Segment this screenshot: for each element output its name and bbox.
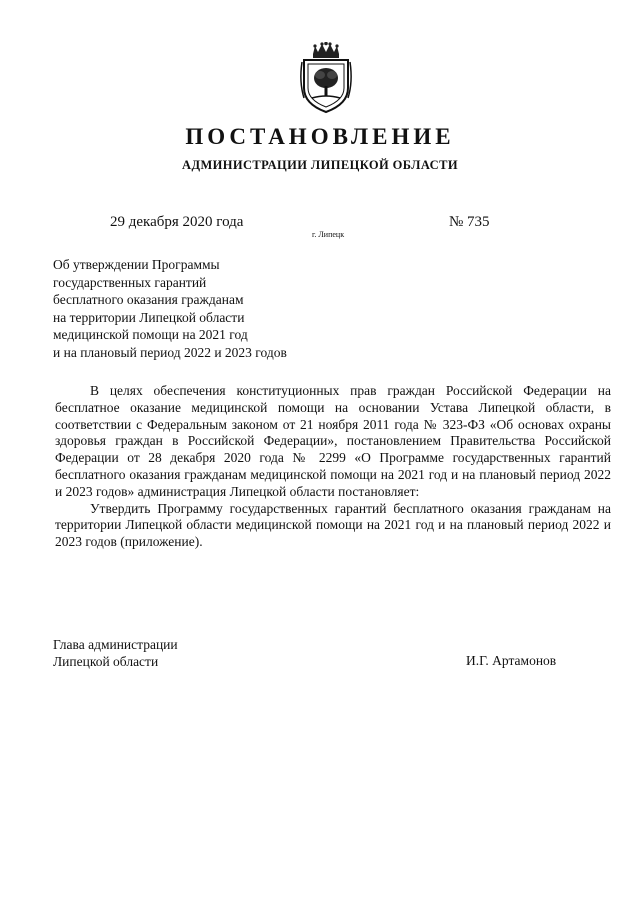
signatory-position-line: Липецкой области [53, 654, 159, 669]
subject-line: и на плановый период 2022 и 2023 годов [53, 344, 287, 360]
subject-line: бесплатного оказания гражданам [53, 292, 244, 307]
body-paragraph: В целях обеспечения конституционных прав граждан Российской Федерации на бесплатное оказание медицинской помощи на основании Устава Липецкой области, в соответствии с Федеральным законом от 21 ноября 2011 года № 323-ФЗ «Об основах охраны здоровья граждан в Российской Федерации», постановлением Правительства Российской Федерации от 28 декабря 2020 года № 2299 «О Программе государственных гарантий бесплатного оказания гражданам медицинской помощи на 2021 год и на плановый период 2022 и 2023 годов» администрация Липецкой области постановляет: [55, 383, 611, 499]
subject-line: Об утверждении Программы [53, 257, 220, 272]
signatory-position [53, 636, 178, 670]
document-subject [53, 256, 353, 361]
body-paragraph: Утвердить Программу государственных гарантий бесплатного оказания гражданам на территории Липецкой области медицинской помощи на 2021 год и на плановый период 2022 и 2023 годов (приложение). [55, 500, 611, 550]
document-body [55, 383, 611, 551]
subject-line: медицинской помощи на 2021 год [53, 327, 248, 342]
crown-icon [313, 42, 339, 58]
signatory-name: И.Г. Артамонов [466, 653, 557, 668]
signatory-position-line: Глава администрации [53, 637, 178, 652]
coat-of-arms-emblem [298, 42, 354, 114]
document-number: № 735 [449, 214, 490, 230]
subject-line: государственных гарантий [53, 274, 207, 290]
document-city: г. Липецк [312, 230, 345, 239]
subject-line: на территории Липецкой области [53, 309, 245, 325]
issuing-authority: АДМИНИСТРАЦИИ ЛИПЕЦКОЙ ОБЛАСТИ [182, 158, 458, 172]
document-title: ПОСТАНОВЛЕНИЕ [185, 124, 455, 149]
document-date: 29 декабря 2020 года [110, 214, 244, 230]
